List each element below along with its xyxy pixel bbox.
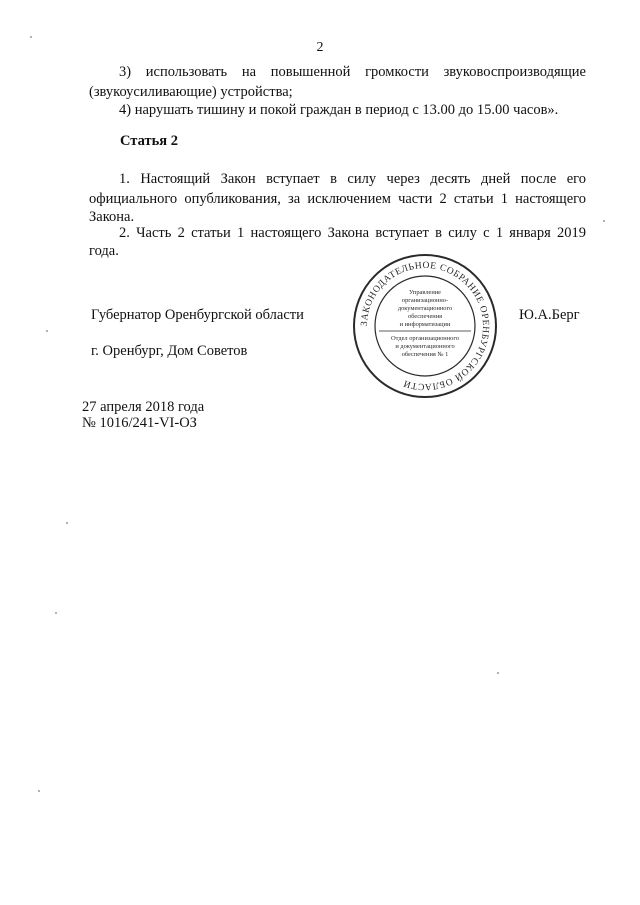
scan-speck [46,330,48,332]
item-4: 4) нарушать тишину и покой граждан в период с 13.00 до 15.00 часов». [119,102,559,118]
article-heading: Статья 2 [120,133,178,149]
signing-place: г. Оренбург, Дом Советов [91,343,248,359]
seal-inner-line-3: документационного [397,305,453,312]
seal-ring-text: ЗАКОНОДАТЕЛЬНОЕ СОБРАНИЕ ОРЕНБУРГСКОЙ ОБЛАСТИ [359,260,491,392]
paragraph-2-line-2: года. [89,243,119,259]
scan-speck [55,612,57,614]
official-seal [351,252,499,400]
paragraph-1-line-1: 1. Настоящий Закон вступает в силу через десять дней после его [119,171,586,187]
signing-date: 27 апреля 2018 года [82,399,205,415]
page-number: 2 [316,40,324,55]
seal-inner-line-8: обеспечения № 1 [401,351,449,358]
paragraph-1-line-3: Закона. [89,209,135,225]
scan-speck [66,522,68,524]
paragraph-2-line-1: 2. Часть 2 статьи 1 настоящего Закона вступает в силу с 1 января 2019 [119,225,586,241]
document-number: № 1016/241-VI-ОЗ [82,415,197,431]
seal-inner-line-4: обеспечения [407,313,443,320]
seal-inner-line-6: Отдел организационного [391,335,459,342]
item-3-line-1: 3) использовать на повышенной громкости звуковоспроизводящие [119,64,586,80]
paragraph-1-line-2: официального опубликования, за исключением части 2 статьи 1 настоящего [89,191,586,207]
seal-inner-line-2: организационно- [401,297,449,304]
seal-graphic [351,252,499,400]
scan-speck [30,36,32,38]
seal-inner-line-5: и информатизации [399,321,451,328]
seal-inner-line-7: и документационного [395,343,455,350]
scan-speck [497,672,499,674]
signatory-name: Ю.А.Берг [519,307,580,323]
seal-inner-line-1: Управление [408,289,442,296]
signatory-title: Губернатор Оренбургской области [91,307,304,323]
scan-speck [603,220,605,222]
scan-speck [38,790,40,792]
item-3-line-2: (звукоусиливающие) устройства; [89,84,293,100]
